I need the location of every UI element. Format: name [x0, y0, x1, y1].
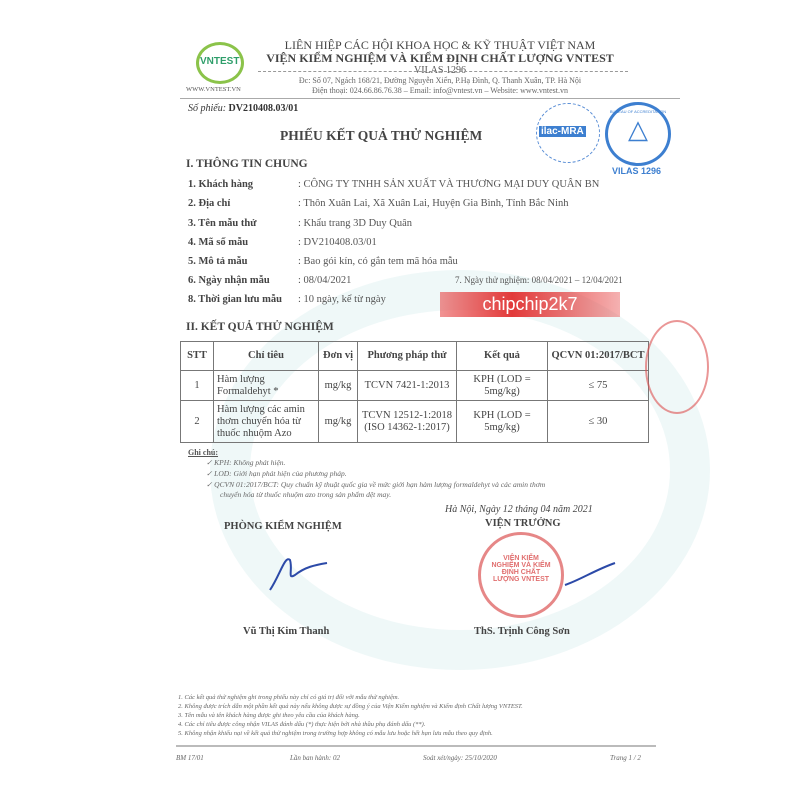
value-sample-desc: : Bao gói kín, có gắn tem mã hóa mẫu — [298, 256, 458, 267]
cell-limit: ≤ 30 — [548, 401, 649, 443]
lab-signer-name: Vũ Thị Kim Thanh — [243, 626, 330, 637]
label-sample-code: 4. Mã số mẫu — [188, 237, 249, 248]
section2-heading: II. KẾT QUẢ THỬ NGHIỆM — [186, 321, 334, 333]
cell-stt: 2 — [181, 401, 214, 443]
footer-page: Trang 1 / 2 — [610, 754, 641, 762]
note-item: ✓ KPH: Không phát hiện. — [206, 458, 286, 467]
footer-divider — [176, 745, 656, 747]
official-stamp: VIỆN KIỂM NGHIỆM VÀ KIỂM ĐỊNH CHẤT LƯỢNG VNTEST — [478, 532, 564, 618]
label-address: 2. Địa chỉ — [188, 198, 231, 209]
value-storage-time: : 10 ngày, kể từ ngày — [298, 294, 386, 305]
cell-criterion: Hàm lượng các amin thơm chuyển hóa từ thuốc nhuộm Azo — [214, 401, 319, 443]
footer-issue: Lần ban hành: 02 — [290, 754, 340, 762]
table-header — [181, 342, 649, 371]
page-title: PHIẾU KẾT QUẢ THỬ NGHIỆM — [280, 128, 483, 143]
notes-heading: Ghi chú: — [188, 448, 219, 457]
org-line2: VIỆN KIỂM NGHIỆM VÀ KIỂM ĐỊNH CHẤT LƯỢNG VNTEST — [266, 51, 614, 65]
cell-method: TCVN 7421-1:2013 — [358, 371, 457, 401]
footnote: 2. Không được trích dẫn một phần kết quả này nếu không được sự đồng ý của Viện Kiểm nghiệm và Kiểm định Chất lượng VNTEST. — [178, 703, 523, 710]
accreditation-seal: BUREAU OF ACCREDITATION △ — [605, 102, 671, 166]
vilas-badge: VILAS 1296 — [612, 166, 662, 176]
col-criterion: Chỉ tiêu — [214, 342, 319, 371]
footnote: 4. Các chỉ tiêu được công nhận VILAS đánh dấu (*) thực hiện bởi nhà thầu phụ đánh dấu (**). — [178, 721, 426, 728]
section1-heading: I. THÔNG TIN CHUNG — [186, 158, 308, 170]
director-signature — [560, 555, 620, 595]
cell-stt: 1 — [181, 371, 214, 401]
ilac-mra-badge: ilac-MRA — [536, 103, 600, 163]
director-name: ThS. Trịnh Công Sơn — [474, 626, 570, 637]
label-sample-name: 3. Tên mẫu thử — [188, 218, 257, 229]
value-customer: : CÔNG TY TNHH SẢN XUẤT VÀ THƯƠNG MẠI DUY QUÂN BN — [298, 179, 600, 190]
value-address: : Thôn Xuân Lai, Xã Xuân Lai, Huyện Gia Bình, Tỉnh Bắc Ninh — [298, 198, 569, 209]
col-result: Kết quả — [457, 342, 548, 371]
footer-form: BM 17/01 — [176, 754, 204, 762]
col-qcvn: QCVN 01:2017/BCT — [548, 342, 649, 371]
logo-url: WWW.VNTEST.VN — [186, 86, 241, 93]
footnote: 1. Các kết quả thử nghiệm ghi trong phiếu này chỉ có giá trị đối với mẫu thử nghiệm. — [178, 694, 400, 701]
lab-signature — [265, 545, 335, 595]
col-method: Phương pháp thử — [358, 342, 457, 371]
org-line1: LIÊN HIỆP CÁC HỘI KHOA HỌC & KỸ THUẬT VIỆT NAM — [284, 38, 596, 52]
stamp-edge-right — [645, 320, 709, 414]
watermark-banner: chipchip2k7 — [440, 292, 620, 317]
header-divider — [180, 98, 680, 99]
cell-result: KPH (LOD = 5mg/kg) — [457, 401, 548, 443]
col-unit: Đơn vị — [319, 342, 358, 371]
header-dash-line — [258, 71, 628, 72]
note-item: ✓ LOD: Giới hạn phát hiện của phương pháp. — [206, 469, 347, 478]
label-storage-time: 8. Thời gian lưu mẫu — [188, 294, 282, 305]
lab-title: PHÒNG KIỂM NGHIỆM — [224, 521, 342, 532]
cell-method: TCVN 12512-1:2018 (ISO 14362-1:2017) — [358, 401, 457, 443]
header-address: Đc: Số 07, Ngách 168/21, Đường Nguyễn Xiển, P.Hạ Đình, Q. Thanh Xuân, TP. Hà Nội — [298, 76, 582, 85]
cell-unit: mg/kg — [319, 401, 358, 443]
footnote: 3. Tên mẫu và tên khách hàng được ghi theo yêu cầu của khách hàng. — [178, 712, 360, 719]
header-vilas: VILAS 1296 — [414, 65, 466, 76]
label-customer: 1. Khách hàng — [188, 179, 254, 190]
value-sample-code: : DV210408.03/01 — [298, 237, 377, 248]
report-number: Số phiếu: DV210408.03/01 — [188, 103, 299, 114]
cell-criterion: Hàm lượng Formaldehyt * — [214, 371, 319, 401]
table-row — [181, 371, 649, 401]
cell-result: KPH (LOD = 5mg/kg) — [457, 371, 548, 401]
signature-date: Hà Nội, Ngày 12 tháng 04 năm 2021 — [445, 504, 593, 515]
results-table — [180, 341, 649, 443]
label-sample-desc: 5. Mô tả mẫu — [188, 256, 248, 267]
col-stt: STT — [181, 342, 214, 371]
footnote: 5. Không nhận khiếu nại về kết quả thử nghiệm trong trường hợp không có mẫu lưu hoặc hết hạn lưu mẫu theo quy định. — [178, 730, 493, 737]
value-received-date: : 08/04/2021 — [298, 275, 352, 286]
table-row — [181, 401, 649, 443]
value-sample-name: : Khẩu trang 3D Duy Quân — [298, 218, 413, 229]
header-contact: Điện thoại: 024.66.86.76.38 – Email: info@vntest.vn – Website: www.vntest.vn — [311, 86, 569, 95]
footer-review: Soát xét/ngày: 25/10/2020 — [423, 754, 497, 762]
director-title: VIỆN TRƯỞNG — [485, 518, 561, 529]
note-item: ✓ QCVN 01:2017/BCT: Quy chuẩn kỹ thuật quốc gia về mức giới hạn hàm lượng formaldehyt và các amin thơm — [206, 480, 546, 489]
cell-limit: ≤ 75 — [548, 371, 649, 401]
value-test-date: 7. Ngày thử nghiệm: 08/04/2021 – 12/04/2021 — [455, 275, 623, 285]
note-item-cont: chuyển hóa từ thuốc nhuộm azo trong sản phẩm dệt may. — [220, 490, 392, 499]
cell-unit: mg/kg — [319, 371, 358, 401]
label-received-date: 6. Ngày nhận mẫu — [188, 275, 270, 286]
vntest-logo: VNTEST — [196, 42, 244, 84]
